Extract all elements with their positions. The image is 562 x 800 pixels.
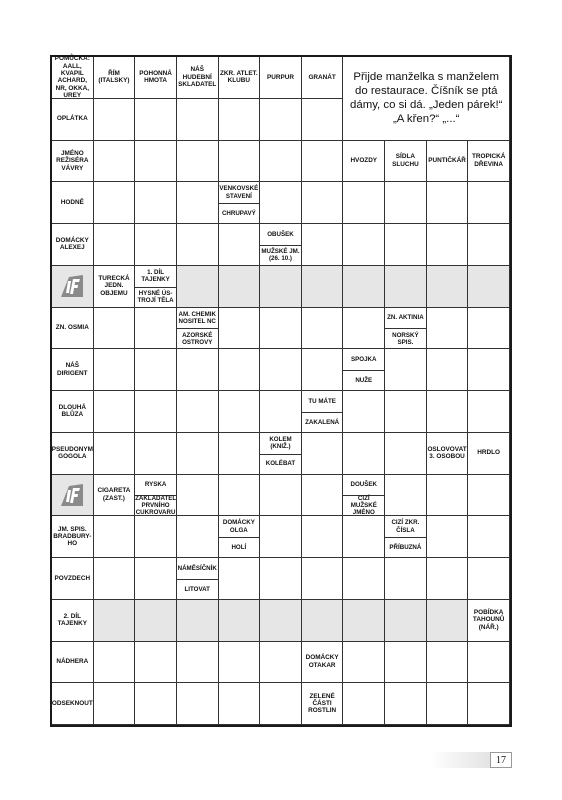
clue-bottom: ZAKLADATEL PRVNÍHO CUKROVARU [135,495,177,517]
answer-cell[interactable] [427,558,469,600]
clue-cell: TURECKÁ JEDN. OBJEMU [94,266,136,308]
answer-cell[interactable] [468,391,510,433]
clue-bottom: HOLÍ [231,543,247,551]
answer-cell[interactable] [302,224,344,266]
answer-cell[interactable] [302,475,344,517]
clue-top: SPOJKA [351,356,377,364]
answer-cell[interactable] [385,433,427,475]
answer-cell[interactable] [260,516,302,558]
split-clue-cell [177,558,219,600]
answer-cell[interactable] [385,475,427,517]
clue-top: OBUŠEK [267,230,294,238]
clue-cell: POVZDECH [52,558,94,600]
answer-cell[interactable] [177,182,219,224]
answer-cell[interactable] [343,433,385,475]
clue-bottom: LITOVAT [184,585,210,593]
clue-cell: ZKR. ATLET. KLUBU [219,57,261,99]
answer-cell[interactable] [177,224,219,266]
answer-cell[interactable] [135,224,177,266]
answer-cell[interactable] [427,224,469,266]
answer-cell[interactable] [302,141,344,183]
answer-cell[interactable] [343,642,385,684]
answer-cell[interactable] [219,433,261,475]
answer-cell[interactable] [385,224,427,266]
answer-cell[interactable] [177,642,219,684]
clue-cell: JMÉNO REŽISÉRA VÁVRY [52,141,94,183]
answer-cell[interactable] [94,558,136,600]
crossword-grid [50,55,512,727]
answer-cell[interactable] [468,642,510,684]
clue-cell: 2. DÍL TAJENKY [52,600,94,642]
split-clue-cell [343,475,385,517]
clue-cell: ŘÍM (ITALSKY) [94,57,136,99]
clue-top: CIZÍ ZKR. ČÍSLA [391,519,420,534]
answer-cell[interactable] [177,600,219,642]
answer-cell[interactable] [427,475,469,517]
answer-cell[interactable] [177,433,219,475]
clue-cell: DLOUHÁ BLŮZA [52,391,94,433]
clue-bottom: AZORSKÉ OSTROVY [182,331,213,346]
clue-top: RYSKA [144,481,167,489]
clue-top: DOUŠEK [350,481,377,489]
split-clue-cell [385,308,427,350]
clue-bottom: ZAKALENÁ [305,418,340,426]
answer-cell[interactable] [177,516,219,558]
answer-cell[interactable] [219,391,261,433]
answer-cell[interactable] [427,516,469,558]
clue-top: ZN. AKTINIA [387,314,424,322]
joke-text: Přijde manželka s manželem do restaurace. Číšník se ptá dámy, co si dá. „Jeden párek!“ „A křen?“ „...“ [343,57,510,141]
answer-cell[interactable] [135,182,177,224]
answer-cell[interactable] [94,99,136,141]
answer-cell[interactable] [94,308,136,350]
answer-cell[interactable] [260,308,302,350]
clue-cell: HODNĚ [52,182,94,224]
clue-bottom: MUŽSKÉ JM. (26. 10.) [261,248,300,263]
split-clue-cell [135,266,177,308]
split-clue-cell [135,475,177,517]
split-clue-cell [260,433,302,475]
answer-cell[interactable] [177,683,219,725]
split-clue-cell [302,391,344,433]
answer-cell[interactable] [135,683,177,725]
answer-cell[interactable] [427,391,469,433]
answer-cell[interactable] [219,99,261,141]
answer-cell[interactable] [302,433,344,475]
answer-cell[interactable] [260,683,302,725]
answer-cell[interactable] [260,600,302,642]
clue-cell: CIGARETA (ZAST.) [94,475,136,517]
answer-cell[interactable] [260,475,302,517]
answer-cell[interactable] [468,516,510,558]
split-clue-cell [343,349,385,391]
answer-cell[interactable] [94,683,136,725]
answer-cell[interactable] [385,600,427,642]
answer-cell[interactable] [177,391,219,433]
answer-cell[interactable] [177,99,219,141]
answer-cell[interactable] [260,642,302,684]
answer-cell[interactable] [343,224,385,266]
clue-top: TU MÁTE [308,397,336,405]
answer-cell[interactable] [468,558,510,600]
clue-cell: JM. SPIS. BRADBURY- HO [52,516,94,558]
answer-cell[interactable] [427,308,469,350]
clue-cell: ZN. OSMIA [52,308,94,350]
answer-cell[interactable] [219,349,261,391]
answer-cell[interactable] [385,349,427,391]
page-number-strip [430,752,512,768]
answer-cell[interactable] [135,391,177,433]
clue-cell: OSLOVOVAT 3. OSOBOU [427,433,469,475]
clue-cell: PURPUR [260,57,302,99]
answer-cell[interactable] [135,308,177,350]
answer-cell[interactable] [468,683,510,725]
answer-cell[interactable] [94,516,136,558]
clue-cell: DOMÁCKY OTAKAR [302,642,344,684]
answer-cell[interactable] [302,308,344,350]
answer-cell[interactable] [468,308,510,350]
split-clue-cell [177,308,219,350]
clue-cell: PUNTIČKÁŘ [427,141,469,183]
answer-cell[interactable] [260,99,302,141]
answer-cell[interactable] [427,266,469,308]
split-clue-cell [260,224,302,266]
answer-cell[interactable] [94,224,136,266]
answer-cell[interactable] [302,600,344,642]
clue-cell: POHONNÁ HMOTA [135,57,177,99]
answer-cell[interactable] [177,349,219,391]
clue-bottom: NUŽE [355,376,373,384]
answer-cell[interactable] [219,683,261,725]
clue-top: 1. DÍL TAJENKY [141,268,170,284]
answer-cell[interactable] [302,516,344,558]
clue-top: KOLEM (KNIŽ.) [269,435,292,451]
answer-cell[interactable] [219,475,261,517]
answer-cell[interactable] [343,600,385,642]
clue-cell: HRDLO [468,433,510,475]
answer-cell[interactable] [302,182,344,224]
answer-cell[interactable] [385,266,427,308]
answer-cell[interactable] [343,391,385,433]
answer-cell[interactable] [219,266,261,308]
answer-cell[interactable] [219,642,261,684]
answer-cell[interactable] [468,349,510,391]
clue-top: NÁMĚSÍČNÍK [177,564,217,572]
answer-cell[interactable] [94,433,136,475]
answer-cell[interactable] [135,516,177,558]
answer-cell[interactable] [219,308,261,350]
answer-cell[interactable] [135,558,177,600]
clue-cell: POBÍDKA TAHOUNŮ (NÁŘ.) [468,600,510,642]
clue-bottom: CHRUPAVÝ [221,209,256,217]
answer-cell[interactable] [427,600,469,642]
clue-cell: TROPICKÁ DŘEVINA [468,141,510,183]
split-clue-cell [219,516,261,558]
answer-cell[interactable] [427,683,469,725]
answer-cell[interactable] [94,349,136,391]
answer-cell[interactable] [343,266,385,308]
clue-cell: NÁŠ DIRIGENT [52,349,94,391]
answer-cell[interactable] [468,266,510,308]
clue-cell: OPLÁTKA [52,99,94,141]
answer-cell[interactable] [302,349,344,391]
clue-cell: DOMÁCKY ALEXEJ [52,224,94,266]
answer-cell[interactable] [94,642,136,684]
publisher-logo-icon [52,475,94,517]
clue-cell: ZELENÉ ČÁSTI ROSTLIN [302,683,344,725]
answer-cell[interactable] [385,182,427,224]
clue-bottom: PŘÍBUZNÁ [389,543,422,551]
answer-cell[interactable] [177,475,219,517]
answer-cell[interactable] [135,433,177,475]
clue-cell: ODSEKNOUT [52,683,94,725]
answer-cell[interactable] [135,141,177,183]
split-clue-cell [219,182,261,224]
answer-cell[interactable] [468,475,510,517]
answer-cell[interactable] [302,266,344,308]
answer-cell[interactable] [343,308,385,350]
answer-cell[interactable] [302,99,344,141]
clue-cell: GRANÁT [302,57,344,99]
answer-cell[interactable] [427,182,469,224]
answer-cell[interactable] [385,391,427,433]
answer-cell[interactable] [94,391,136,433]
answer-cell[interactable] [385,683,427,725]
answer-cell[interactable] [260,141,302,183]
answer-cell[interactable] [94,141,136,183]
answer-cell[interactable] [260,182,302,224]
answer-cell[interactable] [135,600,177,642]
page-number: 17 [490,752,512,768]
answer-cell[interactable] [260,391,302,433]
clue-bottom: CIZÍ MUŽSKÉ JMÉNO [350,495,377,517]
answer-cell[interactable] [94,600,136,642]
split-clue-cell [385,516,427,558]
answer-cell[interactable] [135,349,177,391]
clue-top: VENKOVSKÉ STAVENÍ [219,185,259,200]
answer-cell[interactable] [343,516,385,558]
answer-cell[interactable] [260,349,302,391]
clue-bottom: KOLÉBAT [265,460,296,468]
clue-cell: NÁŠ HUDEBNÍ SKLADATEL [177,57,219,99]
answer-cell[interactable] [343,182,385,224]
answer-cell[interactable] [343,558,385,600]
answer-cell[interactable] [177,141,219,183]
publisher-logo-icon [52,266,94,308]
clue-cell: SÍDLA SLUCHU [385,141,427,183]
answer-cell[interactable] [385,558,427,600]
answer-cell[interactable] [219,224,261,266]
answer-cell[interactable] [427,642,469,684]
answer-cell[interactable] [135,642,177,684]
clue-top: AM. CHEMIK NOSITEL NC [178,310,216,325]
answer-cell[interactable] [468,224,510,266]
clue-cell: PSEUDONYM GOGOLA [52,433,94,475]
answer-cell[interactable] [260,266,302,308]
clue-top: DOMÁCKY OLGA [222,519,255,534]
answer-cell[interactable] [219,558,261,600]
answer-cell[interactable] [468,182,510,224]
clue-cell: NÁDHERA [52,642,94,684]
answer-cell[interactable] [219,141,261,183]
answer-cell[interactable] [302,558,344,600]
clue-bottom: NORSKÝ SPIS. [392,331,419,346]
answer-cell[interactable] [177,266,219,308]
answer-cell[interactable] [343,683,385,725]
answer-cell[interactable] [427,349,469,391]
clue-cell: HVOZDY [343,141,385,183]
answer-cell[interactable] [385,642,427,684]
clue-cell: POMŮCKA: AALL, KVAPIL ACHARD, NR, OKKA, UREY [52,57,94,99]
answer-cell[interactable] [135,99,177,141]
answer-cell[interactable] [219,600,261,642]
answer-cell[interactable] [260,558,302,600]
answer-cell[interactable] [94,182,136,224]
clue-bottom: HYSNÉ ÚS- TROJÍ TĚLA [137,289,174,305]
